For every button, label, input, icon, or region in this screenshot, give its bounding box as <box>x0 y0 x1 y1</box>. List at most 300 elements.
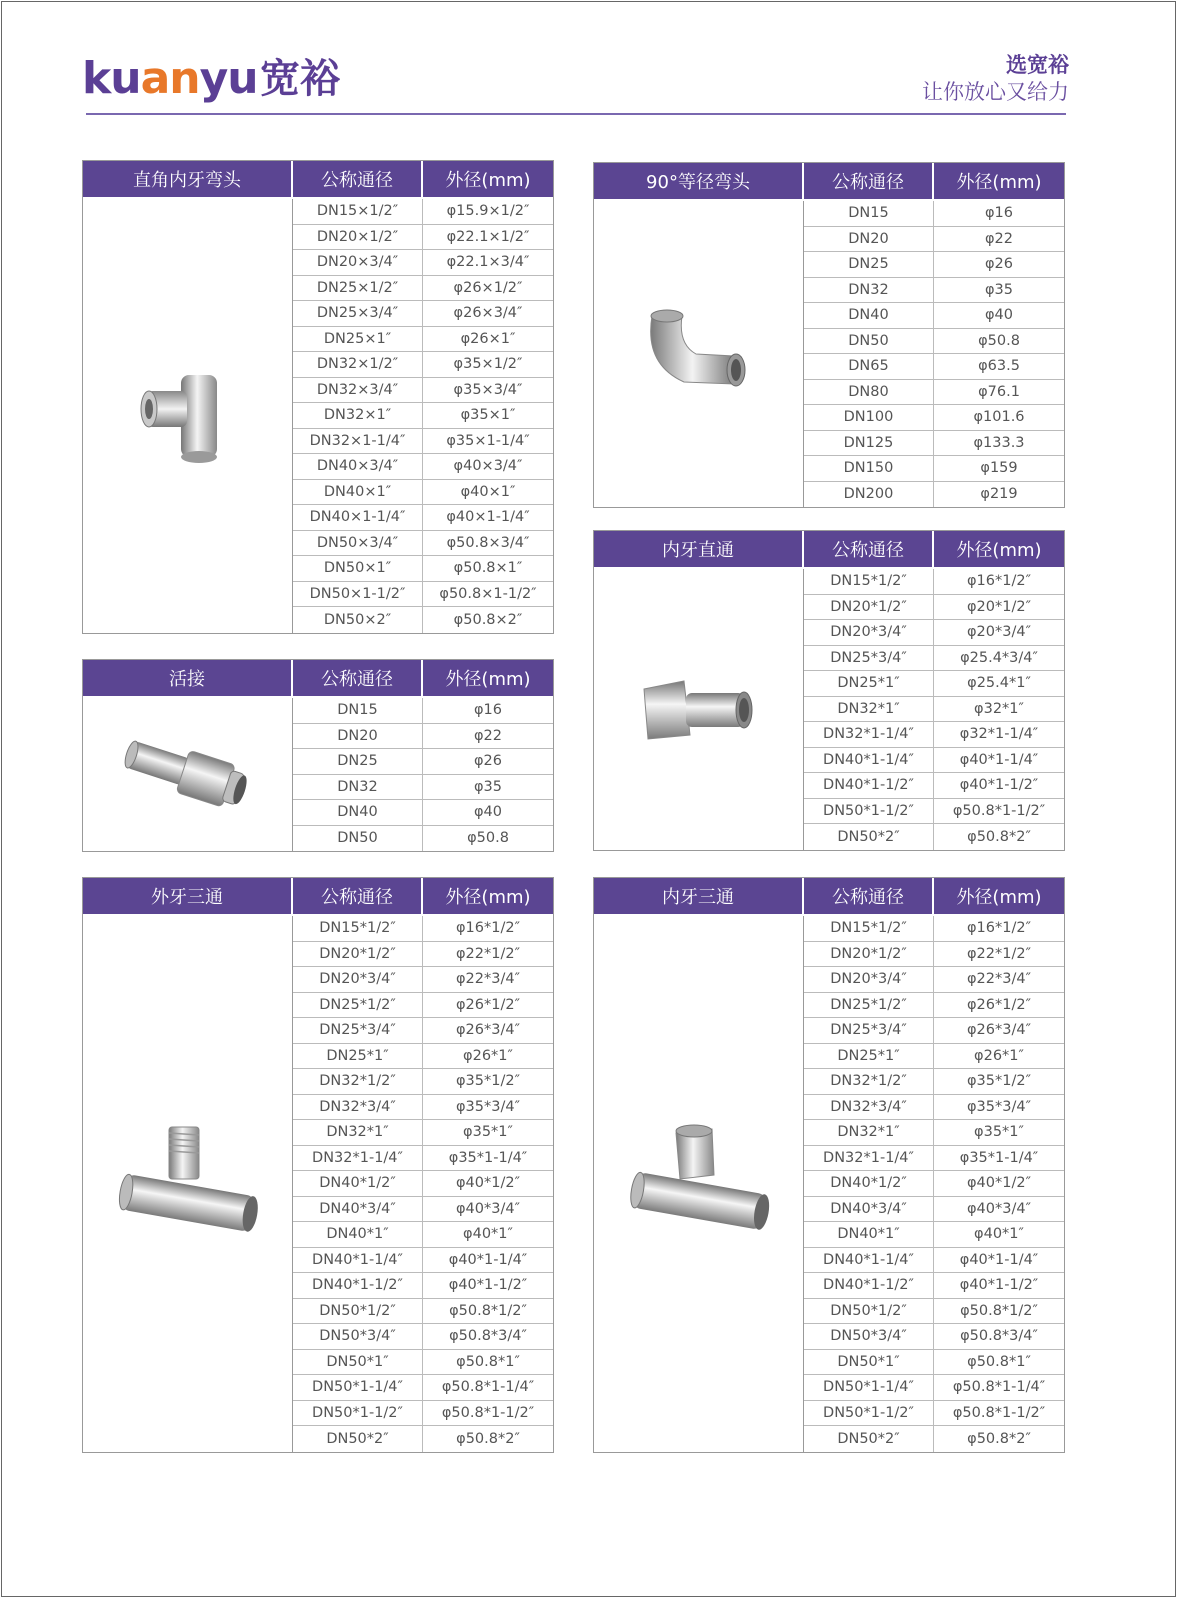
nominal-diameter-cell: DN50*1-1/2″ <box>293 1401 423 1426</box>
table-row <box>804 722 1064 748</box>
table-row <box>293 1171 553 1197</box>
nominal-diameter-cell: DN40*1-1/2″ <box>804 1273 934 1298</box>
nominal-diameter-cell: DN25 <box>293 749 423 774</box>
logo-latin-wordmark: kuanyu <box>82 53 258 104</box>
outer-diameter-cell: φ50.8*1/2″ <box>960 1302 1038 1319</box>
nominal-diameter-cell: DN25*1″ <box>804 671 934 696</box>
column-header-nominal: 公称通径 <box>293 660 423 696</box>
nominal-diameter-cell: DN65 <box>804 354 934 379</box>
nominal-diameter-cell: DN32 <box>804 278 934 303</box>
nominal-diameter-cell: DN50*3/4″ <box>293 1324 423 1349</box>
table-row <box>804 595 1064 621</box>
outer-diameter-cell: φ35×3/4″ <box>453 381 523 398</box>
nominal-diameter-cell: DN40 <box>804 303 934 328</box>
table-row <box>293 826 553 852</box>
table-row <box>804 697 1064 723</box>
table-row <box>293 800 553 826</box>
outer-diameter-cell: φ40*1-1/4″ <box>448 1251 528 1268</box>
nominal-diameter-cell: DN40 <box>293 800 423 825</box>
table-row <box>804 329 1064 355</box>
table-row <box>293 429 553 455</box>
nominal-diameter-cell: DN40*3/4″ <box>804 1197 934 1222</box>
table-row <box>804 1171 1064 1197</box>
female-thread-straight-fitting-image <box>634 659 764 759</box>
column-header-od: 外径(mm) <box>445 887 531 908</box>
outer-diameter-cell: φ26*3/4″ <box>455 1022 521 1039</box>
nominal-diameter-cell: DN20*1/2″ <box>293 942 423 967</box>
nominal-diameter-cell: DN20*3/4″ <box>293 967 423 992</box>
nominal-diameter-cell: DN125 <box>804 431 934 456</box>
nominal-diameter-cell: DN20*1/2″ <box>804 595 934 620</box>
outer-diameter-cell: φ25.4*1″ <box>967 675 1031 692</box>
outer-diameter-cell: φ40×1-1/4″ <box>446 509 530 526</box>
outer-diameter-cell: φ22.1×1/2″ <box>446 228 530 245</box>
outer-diameter-cell: φ50.8*1-1/2″ <box>441 1404 535 1421</box>
table-row <box>804 1273 1064 1299</box>
table-row <box>804 405 1064 431</box>
outer-diameter-cell: φ35×1/2″ <box>453 356 523 373</box>
table-row <box>804 1350 1064 1376</box>
outer-diameter-cell: φ35*3/4″ <box>966 1098 1032 1115</box>
outer-diameter-cell: φ50.8*1″ <box>967 1353 1031 1370</box>
outer-diameter-cell: φ50.8*1-1/4″ <box>441 1379 535 1396</box>
outer-diameter-cell: φ22.1×3/4″ <box>446 254 530 271</box>
nominal-diameter-cell: DN25*3/4″ <box>293 1018 423 1043</box>
table-header <box>83 161 553 197</box>
spec-table-female-thread-tee <box>593 877 1065 1453</box>
header-divider <box>86 113 1066 115</box>
nominal-diameter-cell: DN50*3/4″ <box>804 1324 934 1349</box>
outer-diameter-cell: φ22*3/4″ <box>455 971 521 988</box>
outer-diameter-cell: φ50.8×2″ <box>453 611 523 628</box>
product-image-cell <box>83 199 293 633</box>
nominal-diameter-cell: DN50*1/2″ <box>293 1299 423 1324</box>
nominal-diameter-cell: DN25*1″ <box>804 1044 934 1069</box>
product-name: 90°等径弯头 <box>594 163 804 199</box>
table-row <box>293 301 553 327</box>
table-row <box>804 1222 1064 1248</box>
table-row <box>804 1146 1064 1172</box>
nominal-diameter-cell: DN20×1/2″ <box>293 225 423 250</box>
product-name: 内牙三通 <box>594 878 804 914</box>
nominal-diameter-cell: DN15 <box>293 698 423 723</box>
outer-diameter-cell: φ26×3/4″ <box>453 305 523 322</box>
nominal-diameter-cell: DN25*1/2″ <box>293 993 423 1018</box>
nominal-diameter-cell: DN50*1″ <box>804 1350 934 1375</box>
nominal-diameter-cell: DN25×3/4″ <box>293 301 423 326</box>
product-image-cell <box>594 916 804 1452</box>
nominal-diameter-cell: DN32×1/2″ <box>293 352 423 377</box>
product-name: 外牙三通 <box>83 878 293 914</box>
spec-table-elbow-female-thread <box>82 160 554 634</box>
outer-diameter-cell: φ40 <box>984 307 1014 324</box>
outer-diameter-cell: φ50.8*1-1/2″ <box>952 802 1046 819</box>
table-row <box>293 1350 553 1376</box>
table-row <box>293 1273 553 1299</box>
outer-diameter-cell: φ40*1-1/2″ <box>959 777 1039 794</box>
outer-diameter-cell: φ26×1″ <box>460 330 516 347</box>
table-row <box>804 278 1064 304</box>
nominal-diameter-cell: DN40*1″ <box>293 1222 423 1247</box>
table-row <box>293 1069 553 1095</box>
outer-diameter-cell: φ35*3/4″ <box>455 1098 521 1115</box>
nominal-diameter-cell: DN20 <box>293 724 423 749</box>
nominal-diameter-cell: DN50*1″ <box>293 1350 423 1375</box>
outer-diameter-cell: φ50.8 <box>978 332 1020 349</box>
nominal-diameter-cell: DN50 <box>804 329 934 354</box>
table-row <box>293 250 553 276</box>
table-row <box>293 327 553 353</box>
outer-diameter-cell: φ40*1/2″ <box>455 1175 521 1192</box>
table-row <box>804 1069 1064 1095</box>
table-row <box>804 1197 1064 1223</box>
nominal-diameter-cell: DN25*3/4″ <box>804 1018 934 1043</box>
table-row <box>293 276 553 302</box>
outer-diameter-cell: φ40*1″ <box>463 1226 513 1243</box>
table-row <box>804 1095 1064 1121</box>
outer-diameter-cell: φ40*3/4″ <box>455 1200 521 1217</box>
nominal-diameter-cell: DN32 <box>293 775 423 800</box>
column-header-nominal: 公称通径 <box>293 161 423 197</box>
nominal-diameter-cell: DN50×1″ <box>293 556 423 581</box>
table-row <box>293 403 553 429</box>
table-row <box>293 1426 553 1452</box>
outer-diameter-cell: φ50.8*3/4″ <box>449 1328 527 1345</box>
nominal-diameter-cell: DN50×1-1/2″ <box>293 582 423 607</box>
nominal-diameter-cell: DN25*1″ <box>293 1044 423 1069</box>
product-name: 直角内牙弯头 <box>83 161 293 197</box>
logo-chinese-wordmark: 宽裕 <box>260 56 340 102</box>
outer-diameter-cell: φ50.8*1-1/2″ <box>952 1404 1046 1421</box>
outer-diameter-cell: φ22*3/4″ <box>966 971 1032 988</box>
outer-diameter-cell: φ50.8×1-1/2″ <box>439 585 537 602</box>
product-image-cell <box>83 916 293 1452</box>
nominal-diameter-cell: DN32×3/4″ <box>293 378 423 403</box>
table-row <box>293 775 553 801</box>
outer-diameter-cell: φ35 <box>473 778 503 795</box>
outer-diameter-cell: φ40×1″ <box>460 483 516 500</box>
outer-diameter-cell: φ35*1″ <box>463 1124 513 1141</box>
outer-diameter-cell: φ26 <box>473 753 503 770</box>
spec-table-union <box>82 659 554 852</box>
nominal-diameter-cell: DN32*1/2″ <box>804 1069 934 1094</box>
table-row <box>804 748 1064 774</box>
nominal-diameter-cell: DN15*1/2″ <box>804 916 934 941</box>
nominal-diameter-cell: DN40*1-1/2″ <box>293 1273 423 1298</box>
female-thread-tee-image <box>624 1119 774 1249</box>
outer-diameter-cell: φ50.8*2″ <box>967 828 1031 845</box>
table-row <box>293 724 553 750</box>
column-header-nominal: 公称通径 <box>804 531 934 567</box>
nominal-diameter-cell: DN50×2″ <box>293 607 423 633</box>
table-row <box>293 749 553 775</box>
outer-diameter-cell: φ16 <box>984 205 1014 222</box>
outer-diameter-cell: φ76.1 <box>978 383 1020 400</box>
table-row <box>293 1324 553 1350</box>
table-row <box>293 1375 553 1401</box>
outer-diameter-cell: φ50.8×3/4″ <box>446 534 530 551</box>
spec-table-female-thread-straight <box>593 530 1065 851</box>
outer-diameter-cell: φ40*1-1/2″ <box>959 1277 1039 1294</box>
table-header <box>594 163 1064 199</box>
outer-diameter-cell: φ16*1/2″ <box>455 920 521 937</box>
nominal-diameter-cell: DN40*1-1/4″ <box>804 748 934 773</box>
outer-diameter-cell: φ50.8*1″ <box>456 1353 520 1370</box>
nominal-diameter-cell: DN20×3/4″ <box>293 250 423 275</box>
nominal-diameter-cell: DN25*1/2″ <box>804 993 934 1018</box>
outer-diameter-cell: φ15.9×1/2″ <box>446 203 530 220</box>
outer-diameter-cell: φ25.4*3/4″ <box>960 649 1038 666</box>
table-row <box>804 1248 1064 1274</box>
nominal-diameter-cell: DN40×1″ <box>293 480 423 505</box>
outer-diameter-cell: φ26*1″ <box>974 1047 1024 1064</box>
outer-diameter-cell: φ32*1″ <box>974 700 1024 717</box>
table-row <box>804 942 1064 968</box>
outer-diameter-cell: φ40*1-1/2″ <box>448 1277 528 1294</box>
table-row <box>293 454 553 480</box>
nominal-diameter-cell: DN40×1-1/4″ <box>293 505 423 530</box>
table-row <box>804 252 1064 278</box>
nominal-diameter-cell: DN200 <box>804 482 934 508</box>
table-row <box>293 505 553 531</box>
outer-diameter-cell: φ26*1/2″ <box>966 996 1032 1013</box>
product-image-cell <box>594 569 804 850</box>
outer-diameter-cell: φ26 <box>984 256 1014 273</box>
outer-diameter-cell: φ32*1-1/4″ <box>959 726 1039 743</box>
outer-diameter-cell: φ35×1″ <box>460 407 516 424</box>
table-header <box>83 878 553 914</box>
table-row <box>293 480 553 506</box>
outer-diameter-cell: φ40*1/2″ <box>966 1175 1032 1192</box>
table-row <box>804 1426 1064 1452</box>
outer-diameter-cell: φ40*1-1/4″ <box>959 751 1039 768</box>
table-row <box>804 1375 1064 1401</box>
outer-diameter-cell: φ22 <box>473 727 503 744</box>
outer-diameter-cell: φ40*3/4″ <box>966 1200 1032 1217</box>
elbow-90-fitting-image <box>634 304 764 404</box>
outer-diameter-cell: φ20*1/2″ <box>966 598 1032 615</box>
slogan-line-2: 让你放心又给力 <box>922 80 1069 104</box>
product-name: 活接 <box>83 660 293 696</box>
nominal-diameter-cell: DN50*2″ <box>804 1426 934 1452</box>
column-header-nominal: 公称通径 <box>804 878 934 914</box>
outer-diameter-cell: φ50.8 <box>467 830 509 847</box>
table-row <box>804 569 1064 595</box>
table-row <box>804 916 1064 942</box>
table-header <box>594 531 1064 567</box>
table-row <box>293 1248 553 1274</box>
table-row <box>804 993 1064 1019</box>
outer-diameter-cell: φ35 <box>984 281 1014 298</box>
nominal-diameter-cell: DN50*1-1/2″ <box>804 1401 934 1426</box>
nominal-diameter-cell: DN25×1/2″ <box>293 276 423 301</box>
nominal-diameter-cell: DN32*3/4″ <box>804 1095 934 1120</box>
column-header-od: 外径(mm) <box>445 170 531 191</box>
table-row <box>804 354 1064 380</box>
table-row <box>804 1120 1064 1146</box>
table-row <box>804 227 1064 253</box>
outer-diameter-cell: φ16*1/2″ <box>966 573 1032 590</box>
nominal-diameter-cell: DN40*1/2″ <box>293 1171 423 1196</box>
nominal-diameter-cell: DN50*2″ <box>804 824 934 850</box>
nominal-diameter-cell: DN40*3/4″ <box>293 1197 423 1222</box>
table-row <box>804 773 1064 799</box>
column-header-od: 外径(mm) <box>445 669 531 690</box>
table-row <box>293 916 553 942</box>
outer-diameter-cell: φ50.8*2″ <box>967 1430 1031 1447</box>
nominal-diameter-cell: DN15×1/2″ <box>293 199 423 224</box>
nominal-diameter-cell: DN20*3/4″ <box>804 967 934 992</box>
nominal-diameter-cell: DN50*1/2″ <box>804 1299 934 1324</box>
outer-diameter-cell: φ26*1″ <box>463 1047 513 1064</box>
table-row <box>804 456 1064 482</box>
nominal-diameter-cell: DN40*1/2″ <box>804 1171 934 1196</box>
nominal-diameter-cell: DN80 <box>804 380 934 405</box>
table-row <box>804 380 1064 406</box>
nominal-diameter-cell: DN15*1/2″ <box>804 569 934 594</box>
outer-diameter-cell: φ26*3/4″ <box>966 1022 1032 1039</box>
nominal-diameter-cell: DN40*1″ <box>804 1222 934 1247</box>
outer-diameter-cell: φ40*1″ <box>974 1226 1024 1243</box>
table-row <box>293 698 553 724</box>
nominal-diameter-cell: DN150 <box>804 456 934 481</box>
slogan <box>922 52 1069 106</box>
table-row <box>804 646 1064 672</box>
outer-diameter-cell: φ50.8*3/4″ <box>960 1328 1038 1345</box>
table-row <box>804 1018 1064 1044</box>
outer-diameter-cell: φ16 <box>473 702 503 719</box>
table-row <box>804 671 1064 697</box>
table-row <box>804 1324 1064 1350</box>
outer-diameter-cell: φ159 <box>980 460 1018 477</box>
table-row <box>804 799 1064 825</box>
outer-diameter-cell: φ35*1″ <box>974 1124 1024 1141</box>
table-row <box>293 352 553 378</box>
outer-diameter-cell: φ50.8*1-1/4″ <box>952 1379 1046 1396</box>
table-row <box>293 378 553 404</box>
outer-diameter-cell: φ40×3/4″ <box>453 458 523 475</box>
nominal-diameter-cell: DN32*1-1/4″ <box>293 1146 423 1171</box>
nominal-diameter-cell: DN40×3/4″ <box>293 454 423 479</box>
outer-diameter-cell: φ35*1-1/4″ <box>448 1149 528 1166</box>
table-row <box>804 303 1064 329</box>
outer-diameter-cell: φ40*1-1/4″ <box>959 1251 1039 1268</box>
table-row <box>804 1299 1064 1325</box>
table-row <box>293 1120 553 1146</box>
outer-diameter-cell: φ22*1/2″ <box>966 945 1032 962</box>
table-row <box>804 1044 1064 1070</box>
table-row <box>293 531 553 557</box>
nominal-diameter-cell: DN32*1/2″ <box>293 1069 423 1094</box>
outer-diameter-cell: φ133.3 <box>973 434 1025 451</box>
outer-diameter-cell: φ26×1/2″ <box>453 279 523 296</box>
column-header-od: 外径(mm) <box>956 540 1042 561</box>
table-row <box>804 1401 1064 1427</box>
table-row <box>293 199 553 225</box>
outer-diameter-cell: φ22 <box>984 230 1014 247</box>
nominal-diameter-cell: DN32*1″ <box>293 1120 423 1145</box>
outer-diameter-cell: φ35*1/2″ <box>966 1073 1032 1090</box>
nominal-diameter-cell: DN15*1/2″ <box>293 916 423 941</box>
table-row <box>804 482 1064 508</box>
outer-diameter-cell: φ20*3/4″ <box>966 624 1032 641</box>
nominal-diameter-cell: DN25*3/4″ <box>804 646 934 671</box>
table-row <box>293 1095 553 1121</box>
table-row <box>804 201 1064 227</box>
outer-diameter-cell: φ16*1/2″ <box>966 920 1032 937</box>
nominal-diameter-cell: DN50*1-1/4″ <box>804 1375 934 1400</box>
table-row <box>804 431 1064 457</box>
nominal-diameter-cell: DN40*1-1/4″ <box>804 1248 934 1273</box>
nominal-diameter-cell: DN50 <box>293 826 423 852</box>
table-row <box>293 225 553 251</box>
nominal-diameter-cell: DN20 <box>804 227 934 252</box>
column-header-nominal: 公称通径 <box>293 878 423 914</box>
nominal-diameter-cell: DN32*1-1/4″ <box>804 1146 934 1171</box>
nominal-diameter-cell: DN20*3/4″ <box>804 620 934 645</box>
table-row <box>804 967 1064 993</box>
outer-diameter-cell: φ50.8*1/2″ <box>449 1302 527 1319</box>
product-image-cell <box>594 201 804 507</box>
nominal-diameter-cell: DN32×1-1/4″ <box>293 429 423 454</box>
table-row <box>293 1401 553 1427</box>
outer-diameter-cell: φ219 <box>980 486 1018 503</box>
outer-diameter-cell: φ50.8*2″ <box>456 1430 520 1447</box>
nominal-diameter-cell: DN50*1-1/2″ <box>804 799 934 824</box>
outer-diameter-cell: φ35*1-1/4″ <box>959 1149 1039 1166</box>
slogan-line-1: 选宽裕 <box>1006 53 1069 77</box>
outer-diameter-cell: φ40 <box>473 804 503 821</box>
outer-diameter-cell: φ50.8×1″ <box>453 560 523 577</box>
column-header-od: 外径(mm) <box>956 172 1042 193</box>
table-row <box>293 607 553 633</box>
spec-table-male-thread-tee <box>82 877 554 1453</box>
nominal-diameter-cell: DN32*1″ <box>804 697 934 722</box>
outer-diameter-cell: φ35*1/2″ <box>455 1073 521 1090</box>
table-row <box>804 620 1064 646</box>
table-row <box>293 942 553 968</box>
nominal-diameter-cell: DN15 <box>804 201 934 226</box>
nominal-diameter-cell: DN20*1/2″ <box>804 942 934 967</box>
product-image-cell <box>83 698 293 851</box>
nominal-diameter-cell: DN32×1″ <box>293 403 423 428</box>
table-row <box>804 824 1064 850</box>
nominal-diameter-cell: DN40*1-1/2″ <box>804 773 934 798</box>
nominal-diameter-cell: DN25×1″ <box>293 327 423 352</box>
column-header-nominal: 公称通径 <box>804 163 934 199</box>
nominal-diameter-cell: DN32*3/4″ <box>293 1095 423 1120</box>
table-row <box>293 967 553 993</box>
outer-diameter-cell: φ101.6 <box>973 409 1025 426</box>
nominal-diameter-cell: DN100 <box>804 405 934 430</box>
spec-table-90-degree-elbow <box>593 162 1065 508</box>
table-row <box>293 556 553 582</box>
outer-diameter-cell: φ63.5 <box>978 358 1020 375</box>
table-row <box>293 1197 553 1223</box>
elbow-female-thread-fitting-image <box>133 361 243 471</box>
nominal-diameter-cell: DN40*1-1/4″ <box>293 1248 423 1273</box>
nominal-diameter-cell: DN32*1-1/4″ <box>804 722 934 747</box>
table-row <box>293 582 553 608</box>
union-fitting-image <box>118 725 258 825</box>
outer-diameter-cell: φ26*1/2″ <box>455 996 521 1013</box>
outer-diameter-cell: φ35×1-1/4″ <box>446 432 530 449</box>
column-header-od: 外径(mm) <box>956 887 1042 908</box>
nominal-diameter-cell: DN50*1-1/4″ <box>293 1375 423 1400</box>
table-row <box>293 1018 553 1044</box>
nominal-diameter-cell: DN32*1″ <box>804 1120 934 1145</box>
product-name: 内牙直通 <box>594 531 804 567</box>
